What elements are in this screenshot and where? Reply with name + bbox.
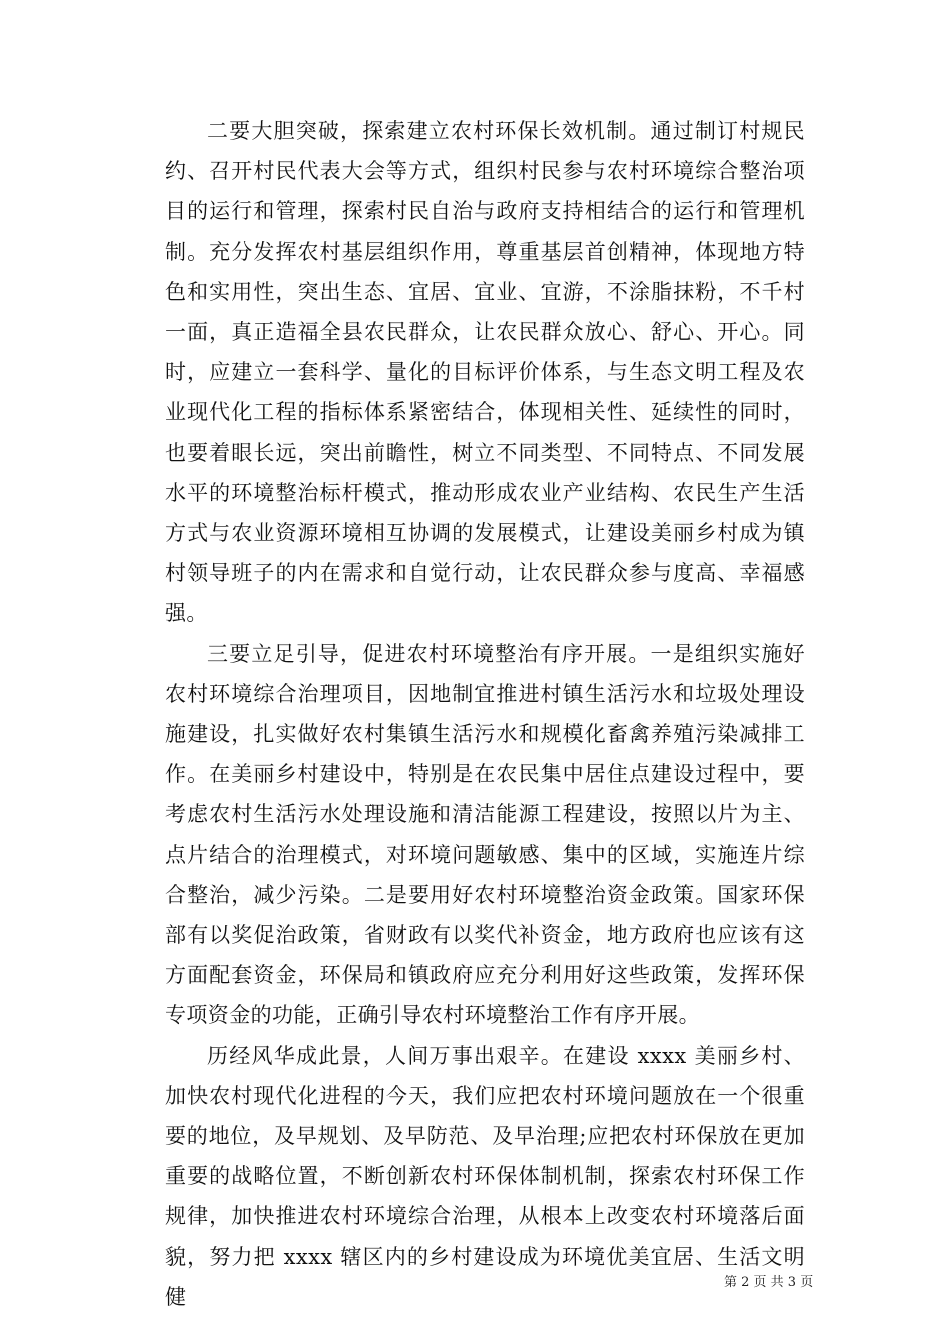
- paragraph-2: 三要立足引导，促进农村环境整治有序开展。一是组织实施好农村环境综合治理项目，因地制宜推进村镇生活污水和垃圾处理设施建设，扎实做好农村集镇生活污水和规模化畜禽养殖污染减排工作。在美丽乡村建设中，特别是在农民集中居住点建设过程中，要考虑农村生活污水处理设施和清洁能源工程建设，按照以片为主、点片结合的治理模式，对环境问题敏感、集中的区域，实施连片综合整治，减少污染。二是要用好农村环境整治资金政策。国家环保部有以奖促治政策，省财政有以奖代补资金，地方政府也应该有这方面配套资金，环保局和镇政府应充分利用好这些政策，发挥环保专项资金的功能，正确引导农村环境整治工作有序开展。: [165, 641, 805, 1028]
- document-body: [165, 111, 805, 1317]
- paragraph-1: 二要大胆突破，探索建立农村环保长效机制。通过制订村规民约、召开村民代表大会等方式，组织村民参与农村环境综合整治项目的运行和管理，探索村民自治与政府支持相结合的运行和管理机制。充分发挥农村基层组织作用，尊重基层首创精神，体现地方特色和实用性，突出生态、宜居、宜业、宜游，不涂脂抹粉，不千村一面，真正造福全县农民群众，让农民群众放心、舒心、开心。同时，应建立一套科学、量化的目标评价体系，与生态文明工程及农业现代化工程的指标体系紧密结合，体现相关性、延续性的同时，也要着眼长远，突出前瞻性，树立不同类型、不同特点、不同发展水平的环境整治标杆模式，推动形成农业产业结构、农民生产生活方式与农业资源环境相互协调的发展模式，让建设美丽乡村成为镇村领导班子的内在需求和自觉行动，让农民群众参与度高、幸福感强。: [165, 119, 805, 626]
- paragraph-3: 历经风华成此景，人间万事出艰辛。在建设 xxxx 美丽乡村、加快农村现代化进程的今天，我们应把农村环境问题放在一个很重要的地位，及早规划、及早防范、及早治理;应把农村环保放在更加重要的战略位置，不断创新农村环保体制机制，探索农村环保工作规律，加快推进农村环境综合治理，从根本上改变农村环境落后面貌，努力把 xxxx 辖区内的乡村建设成为环境优美宜居、生活文明健: [165, 1043, 805, 1309]
- page-number-footer: 第 2 页 共 3 页: [724, 1275, 814, 1290]
